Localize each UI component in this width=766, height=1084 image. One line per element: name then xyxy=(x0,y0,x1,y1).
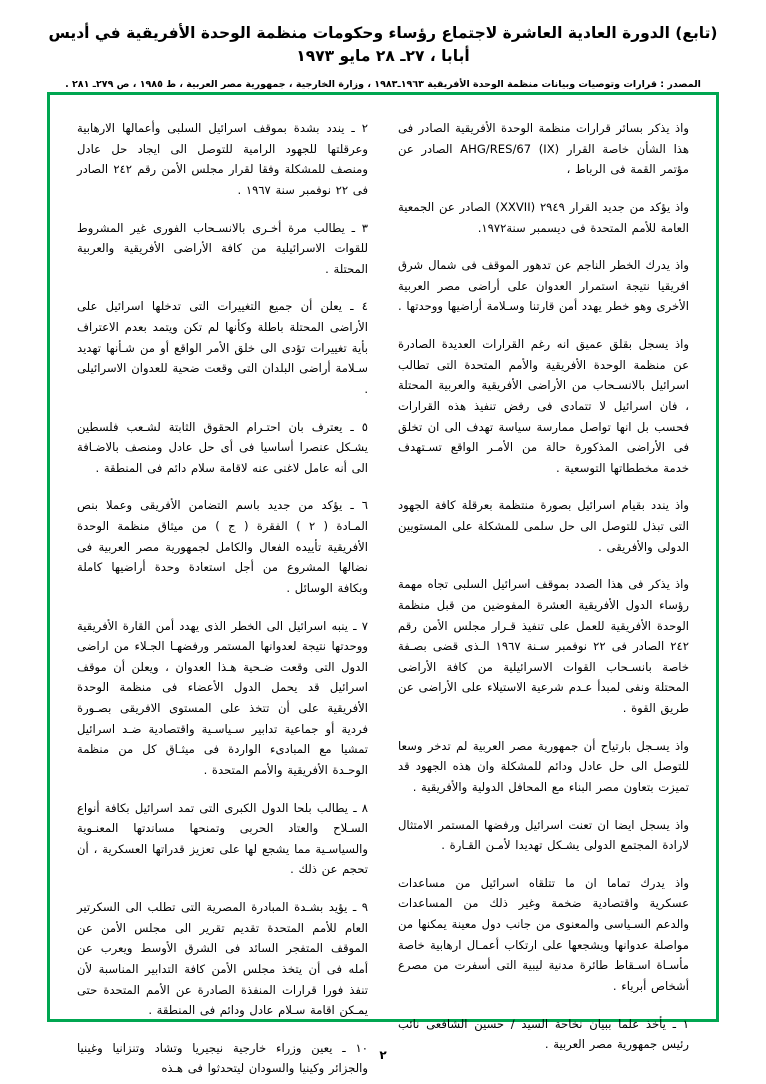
paragraph: واذ يسجل بقلق عميق انه رغم القرارات العديدة الصادرة عن منظمة الوحدة الأفريقية والأمم المتحدة التى تطالب اسرائيل بالانسـحاب من الأراضى الأفريقية والعربية المحتلة ، فان اسرائيل لا تتمادى فى رفض تنفيذ هذه القرارات فحسب بل انها تواصل ممارسة سياسة تهدف الى ان تخلق فى الأراضى المذكورة حالة من الأمـر الواقع تسـتهدف خدمة مخططاتها التوسعية . xyxy=(398,337,689,475)
paragraph: ٦ ـ يؤكد من جديد باسم التضامن الأفريقى وعملا بنص المـادة ( ٢ ) الفقرة ( ج ) من ميثاق منظمة الوحدة الأفريقية تأييده الفعال والكامل لجمهورية مصر العربية فى نضالها المشروع من أجل استعادة وحدة أراضيها كاملة وبكافة الوسائل . xyxy=(77,498,368,595)
paragraph: واذ يدرك تماما ان ما تتلقاه اسرائيل من مساعدات عسكرية واقتصادية ضخمة وغير ذلك من المساعدات والدعم السـياسى والمعنوى من جانب دول معينة يمكنها من مواصلة عدوانها ويشجعها على ارتكاب أعمـال ارهابية خاصة مأسـاة اسـقاط طائرة مدنية ليبية التى أسفرت من مصرع أشخاص أبرياء . xyxy=(398,875,689,993)
paragraph: ٩ ـ يؤيد بشـدة المبادرة المصرية التى تطلب الى السكرتير العام للأمم المتحدة تقديم تقرير الى مجلس الأمن عن الموقف المتفجر السائد فى الشرق الأوسط ويعرب عن أمله فى أن يتخذ مجلس الأمن كافة التدابير المناسبة لأن تنفذ فورا قرارات المنفذة الصادرة عن الأمم المتحدة حتى يمـكن اقامة سـلام عادل ودائم فى المنطقة . xyxy=(77,900,368,1018)
paragraph: ٥ ـ يعترف بان احتـرام الحقوق الثابتة لشـعب فلسطين يشـكل عنصرا أساسيا فى أى حل عادل ومنصف بالاضـافة الى أنه عامل لاغنى عنه لاقامة سلام دائم فى المنطقة . xyxy=(77,419,368,475)
paragraph: واذ يسـجل بارتياح أن جمهورية مصر العربية لم تدخر وسعا للتوصل الى حل عادل ودائم للمشكلة وان هذه الجهود قد تميزت بتعاون مصر البناء مع المحافل الدولية والأفريقية . xyxy=(398,738,689,794)
paragraph: ٢ ـ يندد بشدة بموقف اسرائيل السلبى وأعمالها الارهابية وعرقلتها للجهود الرامية للتوصل الى ايجاد حل عادل ومنصف للمشكلة وفقا لقرار مجلس الأمن رقم ٢٤٢ الصادر فى ٢٢ نوفمبر سنة ١٩٦٧ . xyxy=(77,121,368,197)
right-column xyxy=(398,118,690,1052)
document-header xyxy=(0,0,766,92)
paragraph: ٨ ـ يطالب بلحا الدول الكبرى التى تمد اسرائيل بكافة أنواع السـلاح والعتاد الحربى وتمنحها مساندتها المعنـوية والسياسـية مما يشجع لها على تعزيز قدراتها العسكرية ، أن تحجم عن ذلك . xyxy=(77,800,368,877)
two-column-body xyxy=(51,96,715,1076)
source-citation: المصدر : قرارات وتوصيات وبيانات منظمة الوحدة الأفريقية ١٩٦٣ـ١٩٨٣ ، وزارة الخارجية ، جمهورية مصر العربية ، ط ١٩٨٥ ، ص ٢٧٩ـ ٢٨١ . xyxy=(65,78,701,90)
paragraph: ١ ـ يأخذ علما ببيان نخاحة السيد / حسين الشافعى نائب رئيس جمهورية مصر العربية . xyxy=(398,1016,689,1052)
paragraph: ٤ ـ يعلن أن جميع التغييرات التى تدخلها اسرائيل على الأراضى المحتلة باطلة وكأنها لم تكن ويتمد بعدم الاعتراف بأية تغييرات تؤدى الى خلق الأمر الواقع أو من شـأنها تهديد سـلامة أراضى البلدان التى وقعت ضحية للعدوان الاسرائيلى . xyxy=(77,299,368,396)
paragraph: واذ يذكر فى هذا الصدد بموقف اسرائيل السلبى تجاه مهمة رؤساء الدول الأفريقية العشرة المفوضين من قبل منظمة الوحدة الأفريقية للعمل على تنفيذ قـرار مجلس الأمن رقم ٢٤٢ الصادر فى ٢٢ نوفمبر سـنة ١٩٦٧ الـذى قضى بصـفة خاصة بانسـحاب القوات الاسرائيلية من كافة الأراضى المحتلة ونفى لمبدأ عـدم شرعية الاستيلاء على الأراضى عن طريق القوة . xyxy=(398,577,689,715)
paragraph: واذ يدرك الخطر الناجم عن تدهور الموقف فى شمال شرق افريقيا نتيجة استمرار العدوان على أراضى مصر العربية الأخرى وهو خطر يهدد أمن قارتنا وسـلامة أراضيها ووحدتها . xyxy=(398,258,689,314)
page-title: (تابع) الدورة العادية العاشرة لاجتماع رؤساء وحكومات منظمة الوحدة الأفريقية في أديس أبابا ، ٢٧ـ ٢٨ مايو ١٩٧٣ xyxy=(48,24,718,66)
paragraph: واذ يؤكد من جديد القرار ٢٩٤٩ (XXVII) الصادر عن الجمعية العامة للأمم المتحدة فى ديسمبر سنة١٩٧٢. xyxy=(398,199,690,235)
page-number: ٢ xyxy=(379,1048,387,1062)
paragraph: واذ يندد بقيام اسرائيل بصورة منتظمة بعرقلة كافة الجهود التى تبذل للتوصل الى حل سلمى للمشكلة على المستويين الدولى والأفريقى . xyxy=(398,498,689,554)
paragraph: واذ يسجل ايضا ان تعنت اسرائيل ورفضها المستمر الامتثال لارادة المجتمع الدولى يشـكل تهديدا لأمـن القـارة . xyxy=(398,817,689,853)
paragraph: واذ يذكر بسائر قرارات منظمة الوحدة الأفريقية الصادر فى هذا الشأن خاصة القرار AHG/RES/67 (IX) الصادر عن مؤتمر القمة فى الرباط ، xyxy=(398,121,689,177)
left-column xyxy=(77,118,368,1076)
paragraph: ٧ ـ ينبه اسرائيل الى الخطر الذى يهدد أمن القارة الأفريقية ووحدتها نتيجة لعدوانها المستمر ورفضهـا الجـلاء من اراضى الدول التى وقعت ضـحية هـذا العدوان ، ويعلن أن موقف اسرائيل قد يحمل الدول الأعضاء فى منظمة الوحدة الأفريقية على أن تتخذ على المستوى الافريقى بصـورة فردية أو جماعية تدابير سـياسـية واقتصادية ضـد اسرائيل تمشيا مع المبادىء الواردة فى ميثـاق كل من منظمة الوحـدة الأفريقية والأمم المتحدة . xyxy=(77,618,368,777)
paragraph: ٣ ـ يطالب مرة أخـرى بالانسـحاب الفورى غير المشروط للقوات الاسرائيلية من كافة الأراضى الأفريقية والعربية المحتلة . xyxy=(77,220,368,276)
paragraph: ١٠ ـ يعين وزراء خارجية نيجيريا وتشاد وتنزانيا وغينيا والجزائر وكينيا والسودان ليتحدثوا فى هـذه xyxy=(77,1040,368,1076)
